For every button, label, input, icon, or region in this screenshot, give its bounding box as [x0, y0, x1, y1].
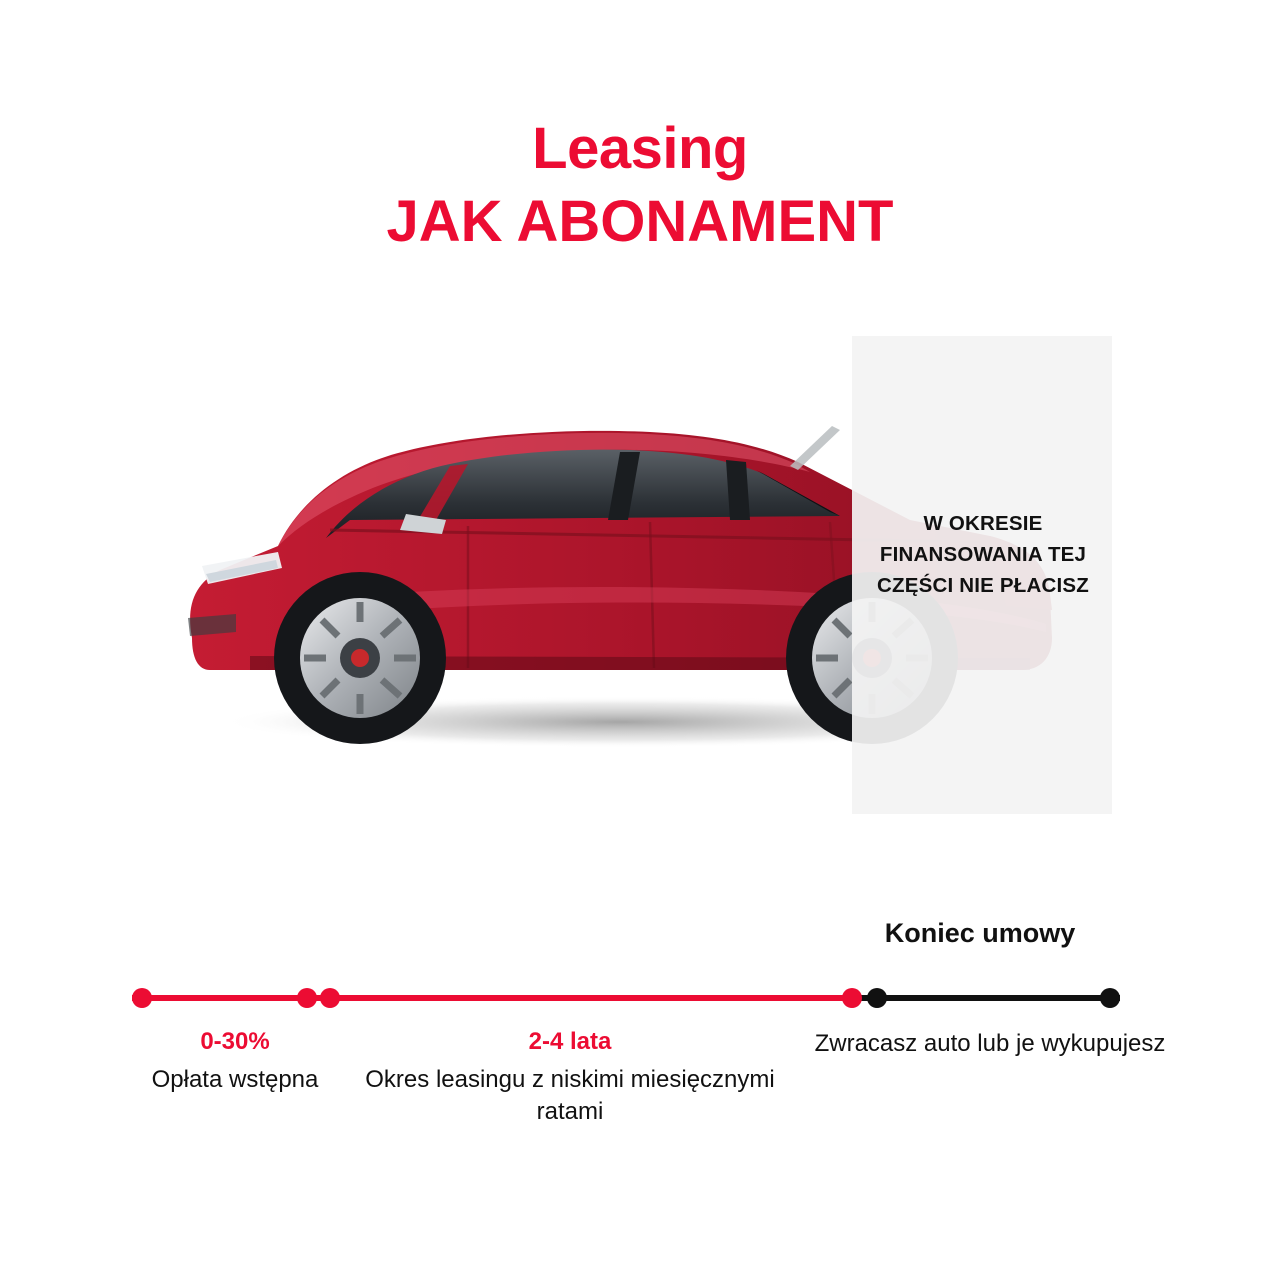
timeline: [0, 900, 1280, 1200]
segment-title: 0-30%: [200, 1028, 270, 1055]
timeline-dot-final: [1100, 988, 1120, 1008]
timeline-bar-financing: [132, 995, 852, 1001]
segment-description: Zwracasz auto lub je wykupujesz: [814, 1030, 1166, 1057]
overlay-text: W OKRESIE FINANSOWANIA TEJ CZĘŚCI NIE PŁACISZ: [876, 512, 1090, 598]
title-line-1: Leasing: [532, 116, 748, 181]
timeline-dot-lease-start: [320, 988, 340, 1008]
timeline-segment-lease-period: [350, 1028, 790, 1129]
timeline-track: [132, 988, 1120, 1008]
timeline-dot-initial-payment-end: [297, 988, 317, 1008]
car-illustration-area: [0, 300, 1280, 840]
segment-description: Opłata wstępna: [151, 1066, 319, 1093]
timeline-dot-lease-end: [842, 988, 862, 1008]
timeline-dot-start: [132, 988, 152, 1008]
page-title: [0, 118, 1280, 253]
timeline-dot-contract-end: [867, 988, 887, 1008]
segment-description: Okres leasingu z niskimi miesięcznymi ratami: [365, 1066, 775, 1126]
timeline-segment-contract-end: [800, 1028, 1180, 1060]
timeline-end-label: Koniec umowy: [884, 918, 1076, 948]
segment-title: 2-4 lata: [528, 1028, 612, 1055]
timeline-bar-end: [852, 995, 1120, 1001]
timeline-segment-initial-payment: [120, 1028, 350, 1096]
title-line-2: JAK ABONAMENT: [386, 188, 894, 254]
